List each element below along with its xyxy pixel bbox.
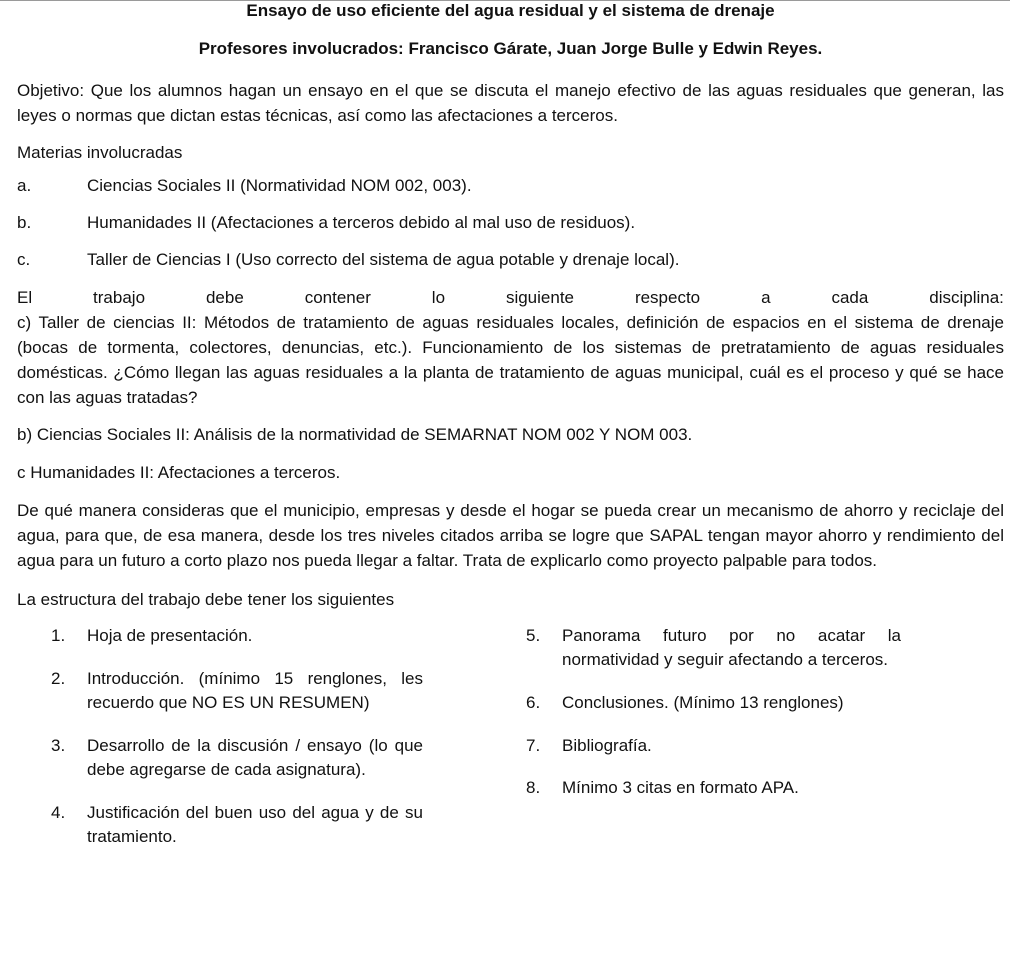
list-item-text: Panorama futuro por no acatar la normatividad y seguir afectando a terceros. <box>562 626 901 669</box>
list-item <box>51 667 441 715</box>
list-item <box>526 776 901 800</box>
list-item-text: Introducción. (mínimo 15 renglones, les recuerdo que NO ES UN RESUMEN) <box>87 669 423 712</box>
list-item-text: Humanidades II (Afectaciones a terceros debido al mal uso de residuos). <box>87 213 636 232</box>
estructura-list <box>17 624 1004 904</box>
list-item <box>51 734 441 782</box>
intro-word: lo <box>431 288 446 307</box>
disciplina-intro <box>17 285 1004 310</box>
list-item-text: Conclusiones. (Mínimo 13 renglones) <box>562 693 844 712</box>
list-item <box>526 734 901 758</box>
list-number: 1. <box>51 626 66 645</box>
intro-word: cada <box>831 288 869 307</box>
humanidades-paragraph: c Humanidades II: Afectaciones a terceros. <box>17 463 341 482</box>
list-item-text: Hoja de presentación. <box>87 626 253 645</box>
list-item <box>51 624 441 648</box>
intro-word: El <box>17 288 33 307</box>
intro-word: contener <box>304 288 371 307</box>
list-number: 4. <box>51 803 66 822</box>
list-marker: a. <box>17 176 32 195</box>
document-title: Ensayo de uso eficiente del agua residual y el sistema de drenaje <box>246 1 775 20</box>
list-number: 6. <box>526 693 541 712</box>
estructura-heading: La estructura del trabajo debe tener los siguientes <box>17 590 395 609</box>
intro-word: trabajo <box>93 288 146 307</box>
list-marker: c. <box>17 250 31 269</box>
list-number: 2. <box>51 669 66 688</box>
ciencias-sociales-paragraph: b) Ciencias Sociales II: Análisis de la normatividad de SEMARNAT NOM 002 Y NOM 003. <box>17 425 693 444</box>
list-item <box>51 801 441 849</box>
list-number: 5. <box>526 626 541 645</box>
intro-word: a <box>761 288 771 307</box>
list-item-text: Mínimo 3 citas en formato APA. <box>562 778 799 797</box>
list-marker: b. <box>17 213 32 232</box>
list-item <box>17 211 1004 235</box>
disciplina-section <box>17 285 1004 410</box>
list-item-text: Desarrollo de la discusión / ensayo (lo que debe agregarse de cada asignatura). <box>87 736 423 779</box>
list-number: 7. <box>526 736 541 755</box>
objective-paragraph: Objetivo: Que los alumnos hagan un ensayo en el que se discuta el manejo efectivo de las aguas residuales que generan, las leyes o normas que dictan estas técnicas, así como las afectaciones a terceros. <box>17 81 1004 125</box>
intro-word: disciplina: <box>929 288 1004 307</box>
list-item-text: Taller de Ciencias I (Uso correcto del sistema de agua potable y drenaje local). <box>87 250 680 269</box>
list-item-text: Bibliografía. <box>562 736 652 755</box>
materias-list <box>17 174 1004 272</box>
list-number: 8. <box>526 778 541 797</box>
list-item-text: Ciencias Sociales II (Normatividad NOM 002, 003). <box>87 176 472 195</box>
list-number: 3. <box>51 736 66 755</box>
intro-word: debe <box>205 288 244 307</box>
list-item <box>526 624 901 672</box>
list-item <box>17 174 1004 198</box>
list-item <box>17 248 1004 272</box>
taller-ciencias-paragraph: c) Taller de ciencias II: Métodos de tratamiento de aguas residuales locales, definición de espacios en el sistema de drenaje (bocas de tormenta, colectores, denuncias, etc.). Funcionamiento de los sistemas de pretratamiento de aguas residuales domésticas. ¿Cómo llegan las aguas residuales a la planta de tratamiento de aguas municipal, cuál es el proceso y qué se hace con las aguas tratadas? <box>17 313 1004 407</box>
intro-word: respecto <box>634 288 701 307</box>
question-paragraph: De qué manera consideras que el municipio, empresas y desde el hogar se pueda crear un mecanismo de ahorro y reciclaje del agua, para que, de esa manera, desde los tres niveles citados arriba se logre que SAPAL tengan mayor ahorro y rendimiento del agua para un futuro a corto plazo nos pueda llegar a faltar. Trata de explicarlo como proyecto palpable para todos. <box>17 501 1004 570</box>
estructura-left-column <box>51 624 441 849</box>
materias-heading: Materias involucradas <box>17 143 183 162</box>
document-subtitle: Profesores involucrados: Francisco Gárate, Juan Jorge Bulle y Edwin Reyes. <box>198 39 823 58</box>
document-body <box>17 0 1004 904</box>
estructura-right-column <box>526 624 901 800</box>
list-item-text: Justificación del buen uso del agua y de su tratamiento. <box>87 803 423 846</box>
list-item <box>526 691 901 715</box>
intro-word: siguiente <box>505 288 575 307</box>
